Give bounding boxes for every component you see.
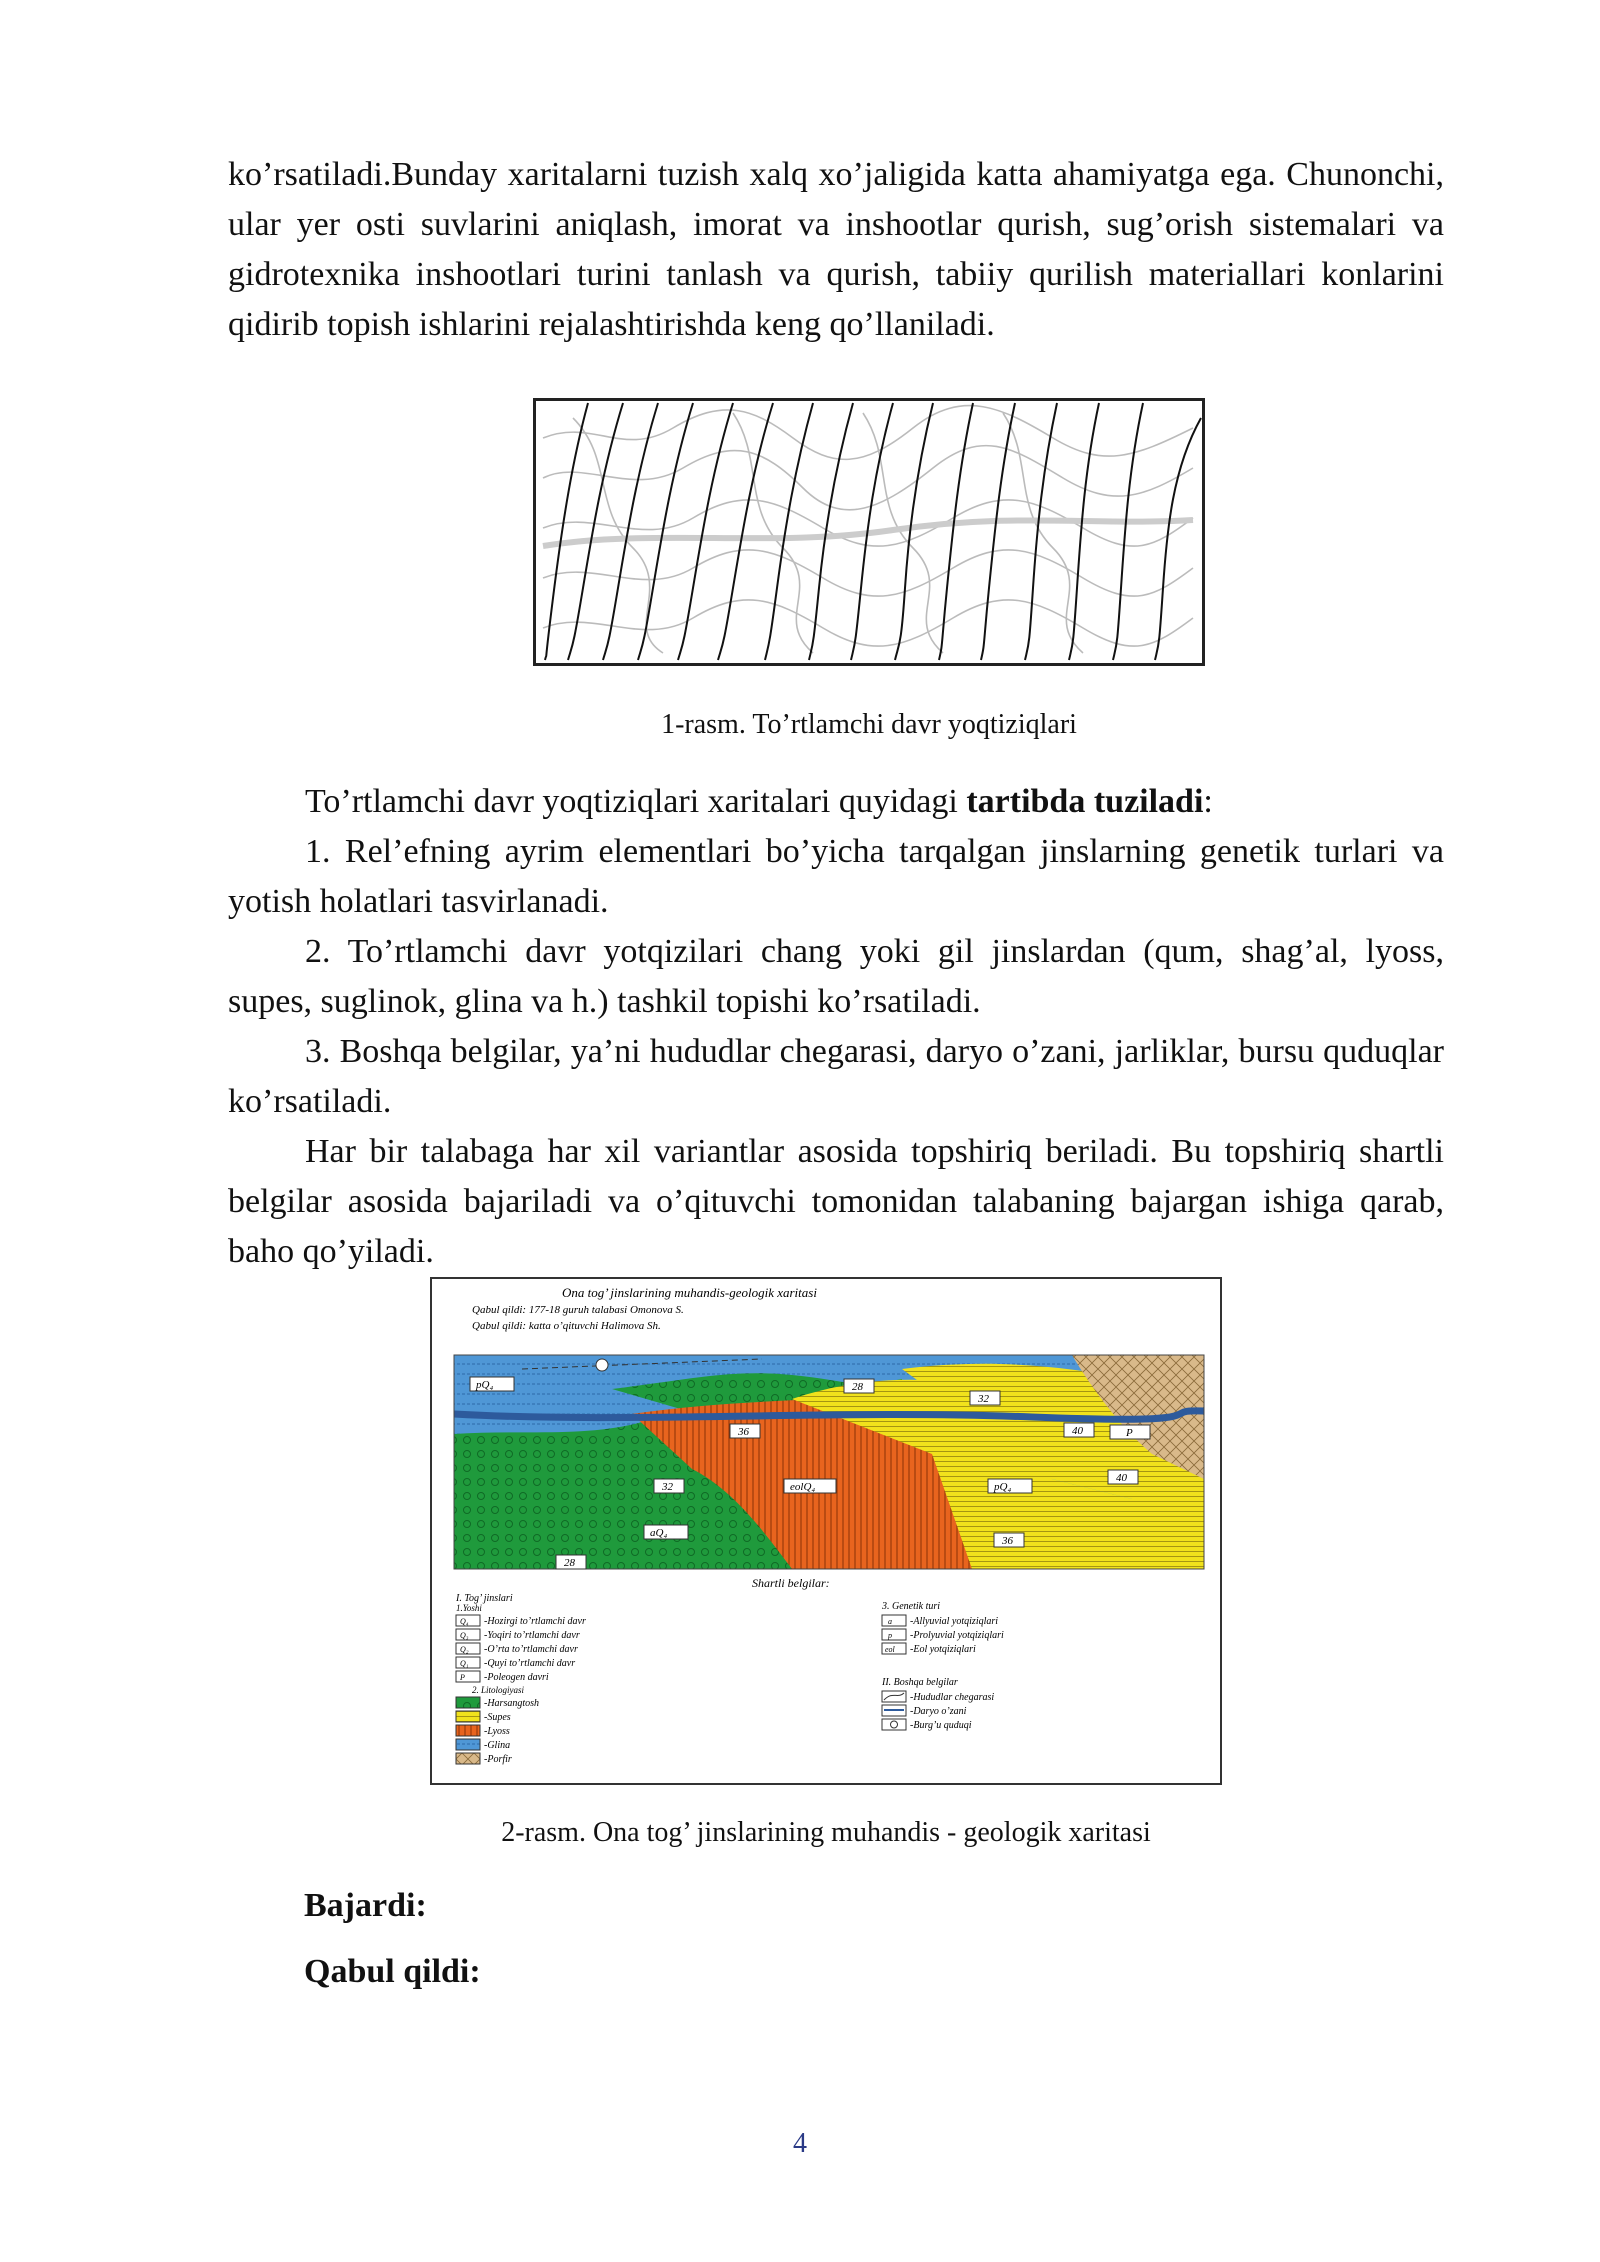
- legend-litho-item: [456, 1739, 510, 1751]
- svg-text:P: P: [460, 1673, 465, 1682]
- legend-right-heading: 3. Genetik turi: [882, 1601, 941, 1612]
- svg-text:-Supes: -Supes: [484, 1712, 511, 1723]
- svg-text:a: a: [888, 1617, 892, 1626]
- map-label: [556, 1555, 586, 1569]
- task-paragraph: Har bir talabaga har xil variantlar asosida topshiriq beriladi. Bu topshiriq shartli belgilar asosida bajariladi va o’qituvchi tomonidan talabaning bajargan ishiga qarab, baho qo’yiladi.: [228, 1133, 1444, 1270]
- svg-text:-Lyoss: -Lyoss: [484, 1726, 510, 1737]
- svg-text:p: p: [888, 1631, 892, 1640]
- svg-text:-Eol yotqiziqlari: -Eol yotqiziqlari: [910, 1644, 976, 1655]
- svg-text:Q₄: Q₄: [460, 1617, 469, 1626]
- map-credit-1: Qabul qildi: 177-18 guruh talabasi Omonova S.: [472, 1304, 684, 1316]
- legend-age-item: [456, 1671, 549, 1683]
- legend-other-heading: II. Boshqa belgilar: [882, 1677, 958, 1688]
- svg-text:pQ₄: pQ₄: [476, 1379, 494, 1391]
- map-label: [730, 1424, 760, 1438]
- legend-genetic-item: [882, 1643, 976, 1655]
- svg-text:-Porfir: -Porfir: [484, 1754, 512, 1765]
- svg-text:-Yoqiri to’rtlamchi davr: -Yoqiri to’rtlamchi davr: [484, 1630, 580, 1641]
- svg-text:eol: eol: [885, 1645, 895, 1654]
- svg-text:36: 36: [1002, 1535, 1013, 1547]
- svg-text:40: 40: [1116, 1472, 1127, 1484]
- legend-age-item: [456, 1657, 575, 1669]
- signature-done: Bajardi:: [304, 1887, 427, 1924]
- map-label: [784, 1479, 836, 1493]
- figure-2-caption: 2-rasm. Ona tog’ jinslarining muhandis - geologik xaritasi: [501, 1817, 1151, 1848]
- legend-title: Shartli belgilar:: [752, 1576, 830, 1590]
- map-label: [654, 1479, 684, 1493]
- svg-text:Q₃: Q₃: [460, 1631, 469, 1640]
- svg-text:-Glina: -Glina: [484, 1740, 511, 1751]
- figure-1-contour-map: [533, 398, 1205, 666]
- map-label: [1108, 1470, 1138, 1484]
- map-label: [1110, 1425, 1150, 1439]
- legend-left-subheading: 1.Yoshi: [456, 1603, 482, 1613]
- legend-litho-item: [456, 1711, 511, 1723]
- page-number: 4: [793, 2128, 807, 2159]
- figure-2-geologic-map: [430, 1277, 1222, 1785]
- legend-other-item: [882, 1691, 994, 1703]
- svg-text:-Allyuvial yotqiziqlari: -Allyuvial yotqiziqlari: [910, 1616, 999, 1627]
- legend-right: [881, 1601, 1004, 1731]
- step-2: 2. To’rtlamchi davr yotqizilari chang yoki gil jinslardan (qum, shag’al, lyoss, supes, suglinok, glina va h.) tashkil topishi ko’rsatiladi.: [228, 933, 1444, 1020]
- svg-text:-Burg’u quduqi: -Burg’u quduqi: [910, 1720, 972, 1731]
- map-label: [470, 1377, 514, 1391]
- svg-text:eolQ₄: eolQ₄: [790, 1481, 816, 1493]
- legend-age-item: [456, 1615, 586, 1627]
- svg-text:pQ₄: pQ₄: [994, 1481, 1012, 1493]
- legend-other-item: [882, 1719, 972, 1731]
- legend-litho-item: [456, 1697, 539, 1709]
- svg-text:Q₁: Q₁: [460, 1659, 469, 1668]
- step-1: 1. Rel’efning ayrim elementlari bo’yicha tarqalgan jinslarning genetik turlari va yotish holatlari tasvirlanadi.: [228, 833, 1444, 920]
- svg-text:aQ₄: aQ₄: [650, 1527, 668, 1539]
- svg-text:40: 40: [1072, 1425, 1083, 1437]
- steps-intro-bold: tartibda tuziladi: [966, 783, 1204, 820]
- legend-genetic-item: [882, 1615, 998, 1627]
- steps-intro-text: To’rtlamchi davr yoqtiziqlari xaritalari quyidagi: [305, 783, 967, 820]
- map-label: [970, 1391, 1000, 1405]
- svg-text:-Harsangtosh: -Harsangtosh: [484, 1698, 540, 1709]
- legend-litho-item: [456, 1753, 512, 1765]
- map-title: Ona tog’ jinslarining muhandis-geologik xaritasi: [562, 1285, 817, 1300]
- svg-text:-Hududlar chegarasi: -Hududlar chegarasi: [910, 1692, 995, 1703]
- legend-left-heading: I. Tog’ jinslari: [456, 1593, 513, 1604]
- map-label: [644, 1525, 688, 1539]
- map-area: [454, 1355, 1204, 1569]
- legend-genetic-item: [882, 1629, 1004, 1641]
- svg-text:Q₂: Q₂: [460, 1645, 469, 1654]
- svg-text:-Daryo o’zani: -Daryo o’zani: [910, 1706, 967, 1717]
- legend-other-item: [882, 1705, 967, 1717]
- svg-text:P: P: [1126, 1427, 1133, 1439]
- steps-intro: [228, 777, 1444, 827]
- svg-text:-Poleogen davri: -Poleogen davri: [484, 1672, 549, 1683]
- svg-text:-Quyi to’rtlamchi davr: -Quyi to’rtlamchi davr: [484, 1658, 576, 1669]
- svg-text:28: 28: [852, 1381, 863, 1393]
- legend-litho-item: [456, 1725, 510, 1737]
- legend-litho-heading: 2. Litologiyasi: [472, 1685, 525, 1695]
- map-label: [994, 1533, 1024, 1547]
- intro-paragraph: ko’rsatiladi.Bunday xaritalarni tuzish xalq xo’jaligida katta ahamiyatga ega. Chunonchi, ular yer osti suvlarini aniqlash, imorat va inshootlar qurish, sug’orish sistemalari va gidrotexnika inshootlari turini tanlash va qurish, tabiiy qurilish materiallari konlarini qidirib topish ishlarini rejalashtirishda keng qo’llaniladi.: [228, 156, 1444, 343]
- svg-text:-Hozirgi to’rtlamchi davr: -Hozirgi to’rtlamchi davr: [484, 1616, 586, 1627]
- svg-text:28: 28: [564, 1557, 575, 1569]
- signature-accepted: Qabul qildi:: [304, 1953, 481, 1990]
- map-label: [844, 1379, 874, 1393]
- legend-age-item: [456, 1643, 578, 1655]
- svg-text:32: 32: [662, 1481, 673, 1493]
- legend-left: [455, 1593, 586, 1765]
- svg-text:36: 36: [738, 1426, 749, 1438]
- map-label: [1064, 1423, 1094, 1437]
- steps-intro-end: :: [1203, 783, 1213, 820]
- svg-text:-O’rta to’rtlamchi davr: -O’rta to’rtlamchi davr: [484, 1644, 578, 1655]
- svg-text:32: 32: [978, 1393, 989, 1405]
- legend-age-item: [456, 1629, 580, 1641]
- map-credit-2: Qabul qildi: katta o’qituvchi Halimova Sh.: [472, 1320, 661, 1332]
- step-3: 3. Boshqa belgilar, ya’ni hududlar chegarasi, daryo o’zani, jarliklar, bursu quduqlar ko’rsatiladi.: [228, 1033, 1444, 1120]
- figure-1-caption: 1-rasm. To’rtlamchi davr yoqtiziqlari: [661, 709, 1077, 740]
- map-label: [988, 1479, 1032, 1493]
- svg-text:-Prolyuvial yotqiziqlari: -Prolyuvial yotqiziqlari: [910, 1630, 1004, 1641]
